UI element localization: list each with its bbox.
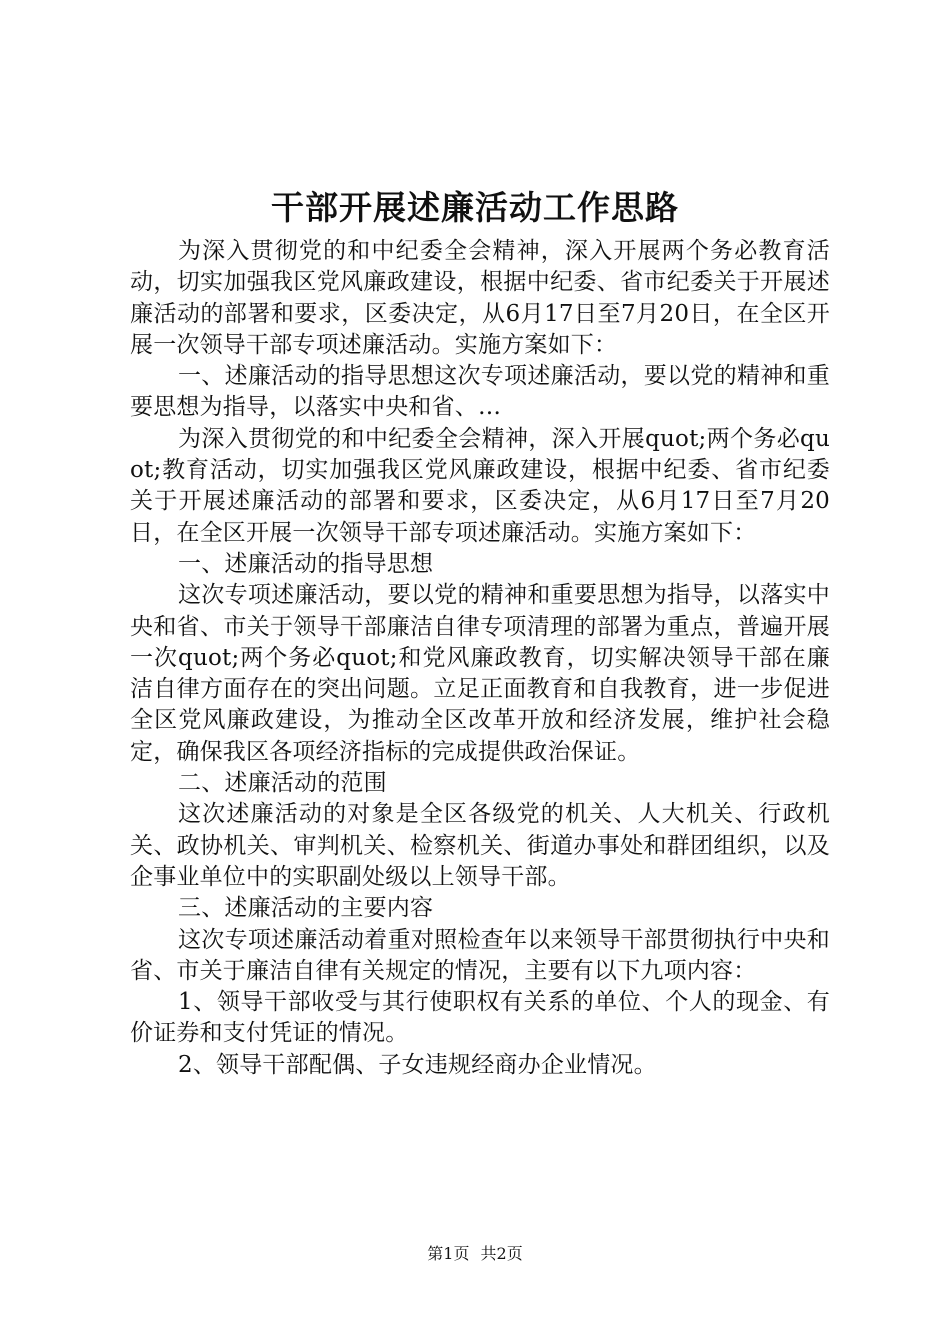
paragraph: 这次专项述廉活动着重对照检查年以来领导干部贯彻执行中央和省、市关于廉洁自律有关规定的情况，主要有以下九项内容：: [130, 926, 830, 984]
paragraph: 为深入贯彻党的和中纪委全会精神，深入开展两个务必教育活动，切实加强我区党风廉政建设，根据中纪委、省市纪委关于开展述廉活动的部署和要求，区委决定，从6月17日至7月20日，在全区开展一次领导干部专项述廉活动。实施方案如下：: [130, 238, 830, 358]
paragraph: 一、述廉活动的指导思想这次专项述廉活动，要以党的精神和重要思想为指导，以落实中央和省、…: [130, 363, 830, 421]
list-item: 1、领导干部收受与其行使职权有关系的单位、个人的现金、有价证券和支付凭证的情况。: [130, 989, 830, 1047]
page-footer: [0, 1243, 950, 1265]
document-body: [130, 236, 830, 1081]
page-number: 第1页: [427, 1244, 470, 1263]
list-item: 2、领导干部配偶、子女违规经商办企业情况。: [178, 1051, 657, 1078]
paragraph: 这次专项述廉活动，要以党的精神和重要思想为指导，以落实中央和省、市关于领导干部廉洁自律专项清理的部署为重点，普遍开展一次quot;两个务必quot;和党风廉政教育，切实解决领导干部在廉洁自律方面存在的突出问题。立足正面教育和自我教育，进一步促进全区党风廉政建设，为推动全区改革开放和经济发展，维护社会稳定，确保我区各项经济指标的完成提供政治保证。: [130, 582, 830, 765]
paragraph: 这次述廉活动的对象是全区各级党的机关、人大机关、行政机关、政协机关、审判机关、检察机关、街道办事处和群团组织，以及企事业单位中的实职副处级以上领导干部。: [130, 801, 830, 890]
paragraph: 为深入贯彻党的和中纪委全会精神，深入开展quot;两个务必quot;教育活动，切实加强我区党风廉政建设，根据中纪委、省市纪委关于开展述廉活动的部署和要求，区委决定，从6月17日至7月20日，在全区开展一次领导干部专项述廉活动。实施方案如下：: [130, 425, 830, 546]
document-title: 干部开展述廉活动工作思路: [271, 188, 679, 227]
section-heading: 二、述廉活动的范围: [178, 770, 387, 797]
page-total: 共2页: [480, 1244, 523, 1263]
section-heading: 三、述廉活动的主要内容: [178, 895, 434, 922]
section-heading: 一、述廉活动的指导思想: [178, 550, 434, 577]
